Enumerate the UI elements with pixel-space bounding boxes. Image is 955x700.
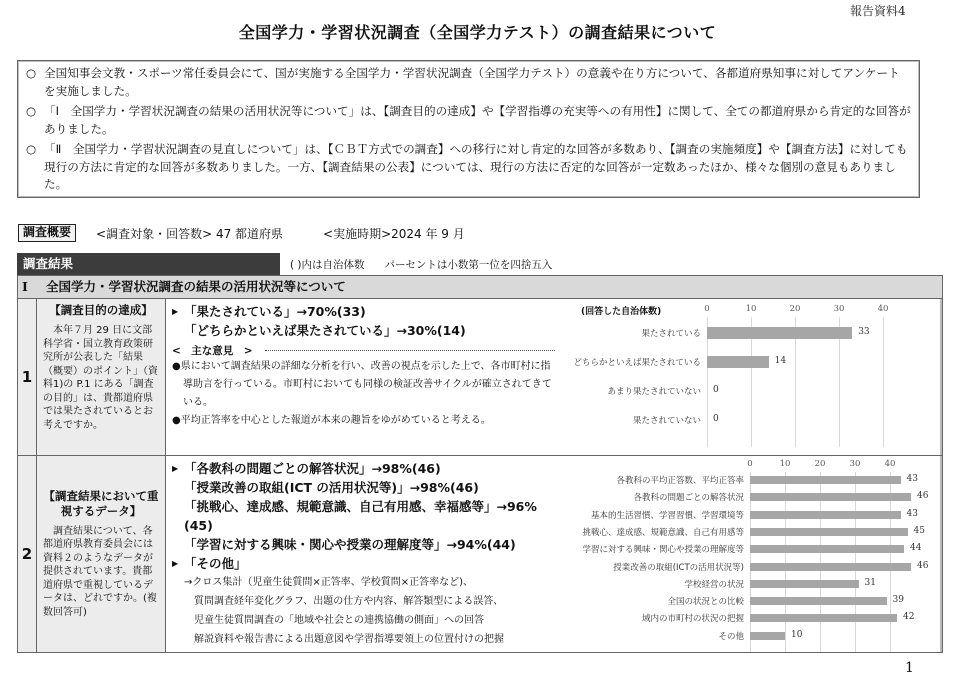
chart-cell xyxy=(561,299,942,455)
chart-bar xyxy=(750,476,901,484)
chart-value-label: 45 xyxy=(913,525,925,536)
results-note: ( )内は自治体数 パーセントは小数第一位を四捨五入 xyxy=(290,259,553,271)
chart-category-label: 全国の状況との比較 xyxy=(667,597,744,608)
chart-bar xyxy=(707,327,852,339)
chart-category-label: 果たされている xyxy=(641,329,701,339)
overview-tag: 調査概要 xyxy=(18,224,76,242)
circle-bullet-icon: ○ xyxy=(26,142,37,156)
chart-bar xyxy=(750,493,911,501)
chart-value-label: 31 xyxy=(864,577,876,588)
chart-category-label: あまり果たされていない xyxy=(607,387,701,397)
chart-value-label: 39 xyxy=(892,595,904,606)
chart-bar xyxy=(750,580,859,588)
opinions-header: < 主な意見 > xyxy=(172,343,555,358)
dotted-divider xyxy=(265,350,555,351)
circle-bullet-icon: ○ xyxy=(26,104,37,118)
chart-value-label: 42 xyxy=(903,612,915,623)
chart-category-label: 学校経営の状況 xyxy=(684,579,744,590)
answer-line: ▶ 「果たされている」→70%(33) xyxy=(172,304,366,319)
chart-value-label: 14 xyxy=(774,356,787,366)
chart-category-label: その他 xyxy=(718,631,744,642)
chart-tick-label: 20 xyxy=(789,304,801,314)
answer-line: ▶ 「各教科の問題ごとの解答状況」→98%(46) xyxy=(172,461,441,476)
triangle-bullet-icon: ▶ xyxy=(172,307,179,316)
answer-line: 「授業改善の取組(ICT の活用状況等)」→98%(46) xyxy=(184,480,479,495)
page-title: 全国学力・学習状況調査（全国学力テスト）の調査結果について xyxy=(238,23,717,42)
chart-bar xyxy=(750,563,911,571)
answer-cell xyxy=(166,299,561,455)
overview-period: <実施時期>2024 年 9 月 xyxy=(323,226,465,241)
circle-bullet-icon: ○ xyxy=(26,66,37,80)
summary-item: ○ 「Ⅱ 全国学力・学習状況調査の見直しについて」は、【ＣＢＴ方式での調査】への移行に対し肯定的な回答が多数あり、【調査の実施頻度】や【調査方法】に対しても現行の方法に肯定的な回答が多数ありました。一方、【調査結果の公表】については、現行の方法に否定的な回答が一定数あったほか、様々な個別の意見もありました。 xyxy=(26,142,908,191)
chart-category-label: 基本的生活習慣、学習習慣、学習環境等 xyxy=(590,510,744,521)
summary-item: ○ 「Ⅰ 全国学力・学習状況調査の結果の活用状況等について」は、【調査目的の達成】や【学習指導の充実等への有用性】に関して、全ての都道府県から肯定的な回答がありました。 xyxy=(26,104,911,136)
section-header xyxy=(17,275,943,299)
chart-category-label: 各教科の平均正答数、平均正答率 xyxy=(616,476,744,486)
section-number: Ⅰ xyxy=(22,279,28,294)
question-body: 調査結果について、各都道府県教育委員会には資料２のようなデータが提供されています。貴都道府県で重視しているデータは、どれですか。(複数回答可) xyxy=(43,525,157,618)
chart-tick-label: 40 xyxy=(877,304,889,314)
question-number: 1 xyxy=(18,299,37,455)
chart-frame-edge xyxy=(940,456,942,652)
chart-tick-label: 30 xyxy=(849,459,861,469)
chart-value-label: 43 xyxy=(906,474,918,484)
section-title: 全国学力・学習状況調査の結果の活用状況等について xyxy=(46,279,346,294)
chart-value-label: 0 xyxy=(713,385,719,395)
bar-chart-purpose-achievement xyxy=(561,299,942,455)
chart-frame-edge xyxy=(940,299,942,455)
overview-target: <調査対象・回答数> 47 都道府県 xyxy=(96,226,284,241)
chart-bar xyxy=(750,528,908,536)
chart-category-label: 学習に対する興味・関心や授業の理解度等 xyxy=(582,545,744,556)
opinion-item: ●県において調査結果の詳細な分析を行い、改善の視点を示した上で、各市町村に指導助言を行っている。市町村においても同様の検証改善サイクルが確立されてきている。 xyxy=(172,361,552,408)
chart-value-label: 33 xyxy=(858,327,870,337)
document-id: 報告資料4 xyxy=(850,4,906,18)
chart-category-label: どちらかといえば果たされている xyxy=(573,358,701,368)
chart-category-label: 授業改善の取組(ICTの活用状況等) xyxy=(613,562,744,573)
question-row xyxy=(17,456,943,653)
chart-axis-title: (回答した自治体数) xyxy=(581,307,662,317)
page-number: 1 xyxy=(905,660,914,676)
chart-tick-label: 0 xyxy=(704,304,710,314)
chart-bar xyxy=(750,545,904,553)
chart-tick-label: 20 xyxy=(814,459,826,469)
chart-tick-label: 10 xyxy=(779,459,791,469)
other-details: →クロス集計（児童生徒質問×正答率、学校質問×正答率など)、 質問調査経年変化グラフ、出題の仕方や内容、解答類型による誤答、 児童生徒質問調査の「地域や社会との連携協働の側面」への回答 解説資料や報告書による出題意図や学習指導要領上の位置付けの把握 xyxy=(184,577,504,645)
answer-line: 「学習に対する興味・関心や授業の理解度等」→94%(44) xyxy=(184,537,516,552)
chart-category-label: 果たされていない xyxy=(632,416,701,426)
chart-value-label: 46 xyxy=(917,560,929,571)
chart-bar xyxy=(750,597,887,605)
chart-tick-label: 40 xyxy=(884,459,896,469)
chart-tick-label: 30 xyxy=(833,304,845,314)
other-label: ▶ 「その他」 xyxy=(172,556,247,571)
question-cell xyxy=(37,456,166,652)
question-title: 【調査結果において重視するデータ】 xyxy=(43,488,159,518)
question-body: 本年７月 29 日に文部科学省・国立教育政策研究所が公表した「結果（概要）のポイント」（資料1)の P.1 にある「調査の目的」は、貴都道府県では果たされているとお考えですか。 xyxy=(43,325,158,431)
chart-bar xyxy=(707,356,769,368)
bar-chart-important-data xyxy=(561,456,942,652)
chart-value-label: 44 xyxy=(910,543,922,554)
chart-value-label: 10 xyxy=(791,629,803,640)
answer-line: 「挑戦心、達成感、規範意識、自己有用感、幸福感等」→96%(45) xyxy=(184,499,537,533)
chart-value-label: 46 xyxy=(917,491,929,502)
results-header: 調査結果 xyxy=(17,253,280,275)
chart-category-label: 挑戦心、達成感、規範意識、自己有用感等 xyxy=(582,527,744,538)
summary-item: ○ 全国知事会文教・スポーツ常任委員会にて、国が実施する全国学力・学習状況調査（全国学力テスト）の意義や在り方について、各都道府県知事に対してアンケートを実施しました。 xyxy=(26,66,900,98)
answer-cell xyxy=(166,456,561,652)
answer-line: 「どちらかといえば果たされている」→30%(14) xyxy=(184,323,466,338)
survey-overview xyxy=(18,224,465,242)
chart-gridline xyxy=(883,317,884,447)
chart-value-label: 43 xyxy=(906,508,918,519)
question-number: 2 xyxy=(18,456,37,652)
chart-tick-label: 10 xyxy=(745,304,757,314)
chart-category-label: 各教科の問題ごとの解答状況 xyxy=(633,493,744,504)
chart-bar xyxy=(750,632,785,640)
opinion-item: ●平均正答率を中心とした報道が本来の趣旨をゆがめていると考える。 xyxy=(172,415,491,426)
summary-box xyxy=(17,60,920,198)
chart-tick-label: 0 xyxy=(747,459,753,469)
question-cell xyxy=(37,299,166,455)
triangle-bullet-icon: ▶ xyxy=(172,559,179,568)
triangle-bullet-icon: ▶ xyxy=(172,464,179,473)
chart-category-label: 域内の市町村の状況の把握 xyxy=(641,614,744,625)
question-title: 【調査目的の達成】 xyxy=(49,303,153,317)
chart-bar xyxy=(750,614,897,622)
chart-cell xyxy=(561,456,942,652)
chart-bar xyxy=(750,511,901,519)
chart-value-label: 0 xyxy=(713,414,719,424)
question-row xyxy=(17,299,943,456)
